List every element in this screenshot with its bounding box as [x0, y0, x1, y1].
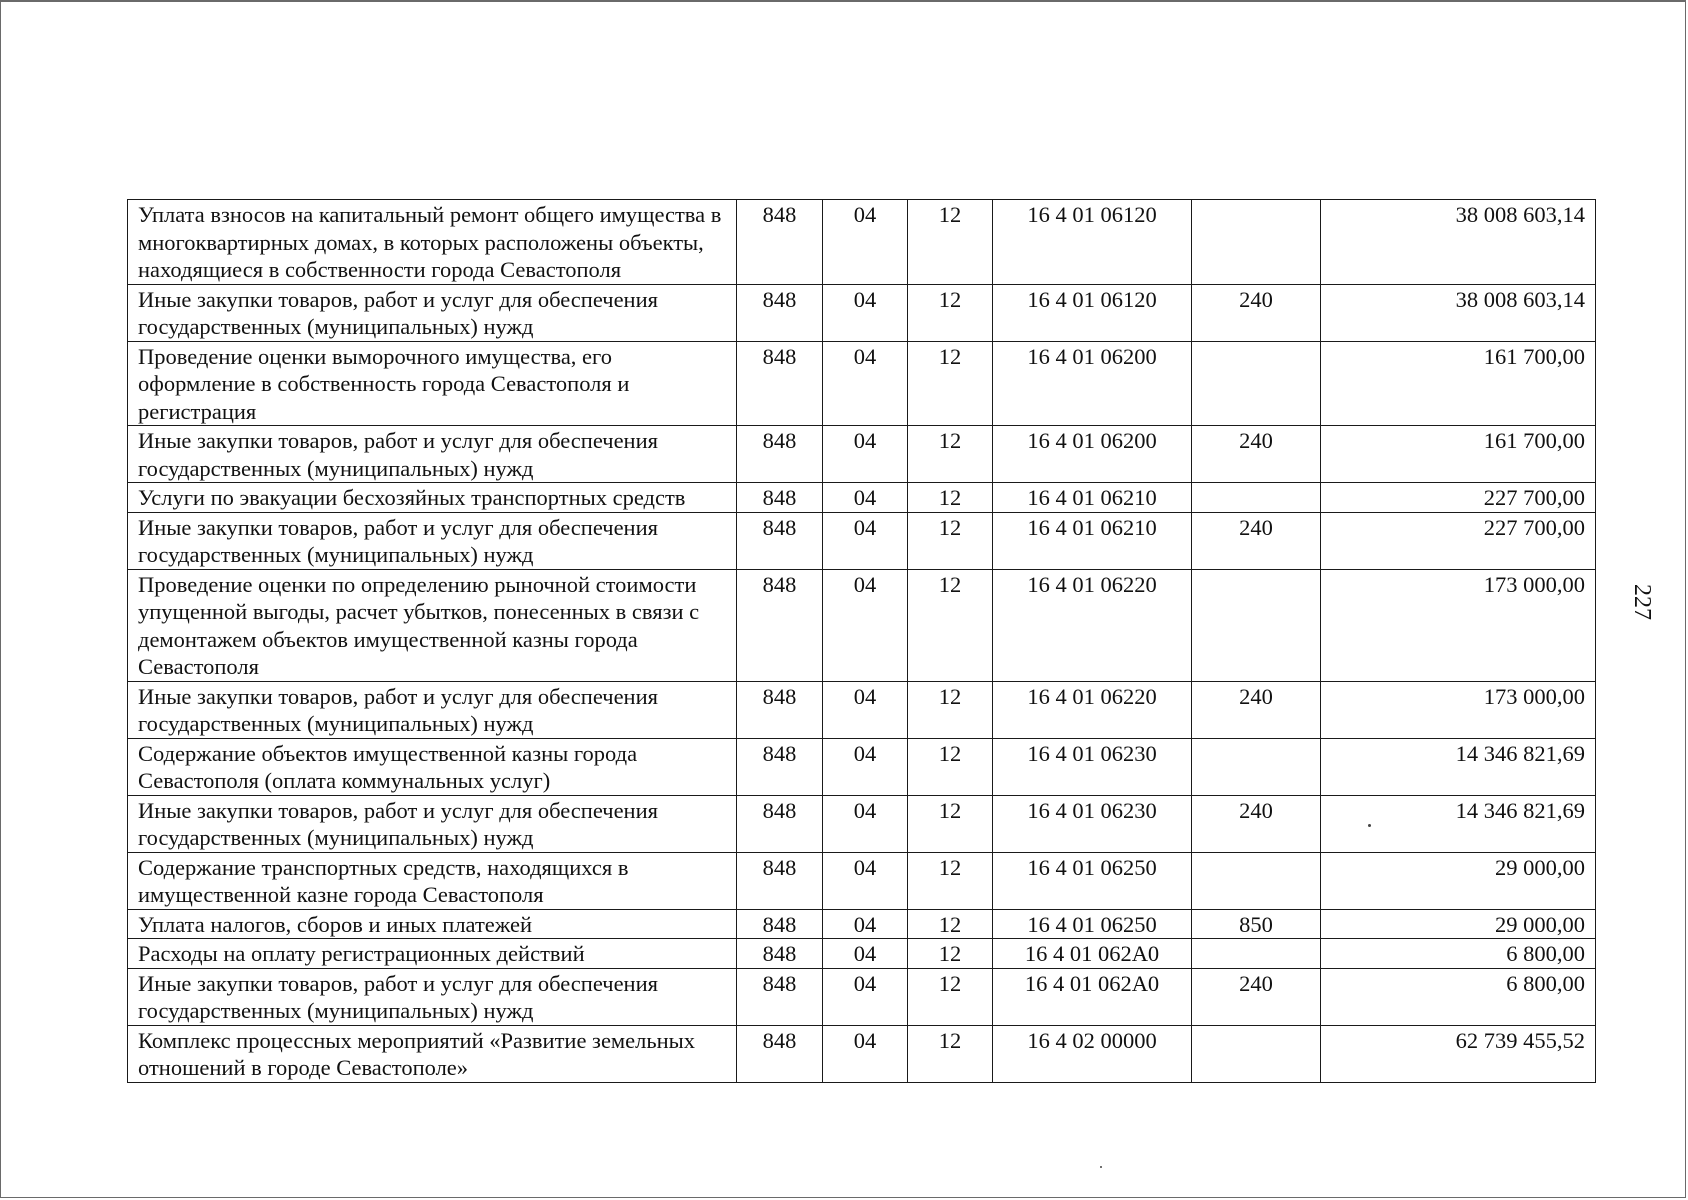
cell-csr: 16 4 01 06230	[993, 795, 1192, 852]
cell-ved: 848	[737, 284, 823, 341]
table-row	[128, 852, 1596, 909]
table-row	[128, 512, 1596, 569]
page-number: 227	[1629, 584, 1655, 620]
cell-name: Проведение оценки по определению рыночной стоимости упущенной выгоды, расчет убытков, понесенных в связи с демонтажем объектов имущественной казны города Севастополя	[128, 569, 737, 681]
cell-amount: 29 000,00	[1321, 909, 1596, 939]
cell-amount: 227 700,00	[1321, 512, 1596, 569]
cell-name: Иные закупки товаров, работ и услуг для обеспечения государственных (муниципальных) нужд	[128, 512, 737, 569]
cell-amount: 38 008 603,14	[1321, 284, 1596, 341]
cell-rz: 04	[823, 426, 908, 483]
table-row	[128, 569, 1596, 681]
cell-rz: 04	[823, 1025, 908, 1082]
cell-vr	[1192, 483, 1321, 513]
scan-speck	[1100, 1166, 1102, 1168]
table-row	[128, 483, 1596, 513]
cell-vr	[1192, 200, 1321, 285]
cell-pr: 12	[908, 569, 993, 681]
cell-csr: 16 4 01 06250	[993, 909, 1192, 939]
cell-ved: 848	[737, 909, 823, 939]
table-row	[128, 795, 1596, 852]
cell-name: Проведение оценки выморочного имущества, его оформление в собственность города Севастополя и регистрация	[128, 341, 737, 426]
cell-pr: 12	[908, 426, 993, 483]
cell-csr: 16 4 01 06120	[993, 200, 1192, 285]
cell-vr	[1192, 1025, 1321, 1082]
cell-vr	[1192, 939, 1321, 969]
cell-csr: 16 4 01 06120	[993, 284, 1192, 341]
cell-name: Иные закупки товаров, работ и услуг для обеспечения государственных (муниципальных) нужд	[128, 681, 737, 738]
cell-amount: 14 346 821,69	[1321, 795, 1596, 852]
cell-pr: 12	[908, 483, 993, 513]
cell-ved: 848	[737, 569, 823, 681]
cell-ved: 848	[737, 681, 823, 738]
cell-csr: 16 4 01 06250	[993, 852, 1192, 909]
cell-ved: 848	[737, 483, 823, 513]
table-row	[128, 426, 1596, 483]
cell-rz: 04	[823, 939, 908, 969]
cell-amount: 173 000,00	[1321, 569, 1596, 681]
cell-vr: 240	[1192, 968, 1321, 1025]
cell-amount: 14 346 821,69	[1321, 738, 1596, 795]
cell-ved: 848	[737, 1025, 823, 1082]
cell-amount: 29 000,00	[1321, 852, 1596, 909]
table-row	[128, 968, 1596, 1025]
budget-table	[127, 199, 1596, 1083]
cell-csr: 16 4 01 06200	[993, 341, 1192, 426]
cell-rz: 04	[823, 738, 908, 795]
cell-rz: 04	[823, 284, 908, 341]
cell-rz: 04	[823, 795, 908, 852]
cell-amount: 6 800,00	[1321, 939, 1596, 969]
cell-amount: 6 800,00	[1321, 968, 1596, 1025]
cell-rz: 04	[823, 852, 908, 909]
cell-name: Комплекс процессных мероприятий «Развитие земельных отношений в городе Севастополе»	[128, 1025, 737, 1082]
cell-name: Иные закупки товаров, работ и услуг для обеспечения государственных (муниципальных) нужд	[128, 426, 737, 483]
cell-csr: 16 4 02 00000	[993, 1025, 1192, 1082]
cell-ved: 848	[737, 795, 823, 852]
cell-csr: 16 4 01 06210	[993, 512, 1192, 569]
table-row	[128, 681, 1596, 738]
cell-amount: 38 008 603,14	[1321, 200, 1596, 285]
table-row	[128, 1025, 1596, 1082]
cell-pr: 12	[908, 968, 993, 1025]
cell-ved: 848	[737, 512, 823, 569]
table-row	[128, 284, 1596, 341]
cell-vr: 240	[1192, 284, 1321, 341]
cell-csr: 16 4 01 062А0	[993, 939, 1192, 969]
cell-pr: 12	[908, 512, 993, 569]
cell-amount: 161 700,00	[1321, 341, 1596, 426]
cell-name: Уплата взносов на капитальный ремонт общего имущества в многоквартирных домах, в которых расположены объекты, находящиеся в собственности города Севастополя	[128, 200, 737, 285]
cell-ved: 848	[737, 939, 823, 969]
cell-pr: 12	[908, 795, 993, 852]
cell-ved: 848	[737, 968, 823, 1025]
cell-rz: 04	[823, 200, 908, 285]
cell-vr: 850	[1192, 909, 1321, 939]
cell-vr	[1192, 852, 1321, 909]
cell-amount: 173 000,00	[1321, 681, 1596, 738]
cell-csr: 16 4 01 062А0	[993, 968, 1192, 1025]
cell-vr: 240	[1192, 426, 1321, 483]
cell-rz: 04	[823, 681, 908, 738]
cell-name: Иные закупки товаров, работ и услуг для обеспечения государственных (муниципальных) нужд	[128, 795, 737, 852]
cell-name: Содержание объектов имущественной казны города Севастополя (оплата коммунальных услуг)	[128, 738, 737, 795]
cell-name: Иные закупки товаров, работ и услуг для обеспечения государственных (муниципальных) нужд	[128, 968, 737, 1025]
cell-ved: 848	[737, 426, 823, 483]
scan-speck	[1368, 824, 1371, 827]
table-row	[128, 738, 1596, 795]
cell-vr: 240	[1192, 681, 1321, 738]
cell-name: Услуги по эвакуации бесхозяйных транспортных средств	[128, 483, 737, 513]
cell-pr: 12	[908, 284, 993, 341]
cell-csr: 16 4 01 06230	[993, 738, 1192, 795]
cell-name: Иные закупки товаров, работ и услуг для обеспечения государственных (муниципальных) нужд	[128, 284, 737, 341]
table-body	[128, 200, 1596, 1083]
cell-csr: 16 4 01 06220	[993, 681, 1192, 738]
cell-rz: 04	[823, 569, 908, 681]
cell-pr: 12	[908, 738, 993, 795]
cell-rz: 04	[823, 512, 908, 569]
cell-vr: 240	[1192, 795, 1321, 852]
cell-ved: 848	[737, 341, 823, 426]
cell-pr: 12	[908, 939, 993, 969]
cell-name: Уплата налогов, сборов и иных платежей	[128, 909, 737, 939]
cell-vr	[1192, 569, 1321, 681]
cell-csr: 16 4 01 06210	[993, 483, 1192, 513]
cell-ved: 848	[737, 852, 823, 909]
cell-pr: 12	[908, 200, 993, 285]
cell-amount: 62 739 455,52	[1321, 1025, 1596, 1082]
cell-rz: 04	[823, 483, 908, 513]
cell-ved: 848	[737, 738, 823, 795]
cell-pr: 12	[908, 909, 993, 939]
cell-csr: 16 4 01 06200	[993, 426, 1192, 483]
cell-vr: 240	[1192, 512, 1321, 569]
table-row	[128, 200, 1596, 285]
cell-pr: 12	[908, 852, 993, 909]
table-row	[128, 341, 1596, 426]
cell-rz: 04	[823, 909, 908, 939]
table-row	[128, 909, 1596, 939]
table-row	[128, 939, 1596, 969]
cell-pr: 12	[908, 1025, 993, 1082]
cell-rz: 04	[823, 341, 908, 426]
cell-name: Расходы на оплату регистрационных действий	[128, 939, 737, 969]
cell-name: Содержание транспортных средств, находящихся в имущественной казне города Севастополя	[128, 852, 737, 909]
cell-amount: 227 700,00	[1321, 483, 1596, 513]
cell-pr: 12	[908, 681, 993, 738]
cell-vr	[1192, 738, 1321, 795]
cell-ved: 848	[737, 200, 823, 285]
cell-rz: 04	[823, 968, 908, 1025]
cell-pr: 12	[908, 341, 993, 426]
cell-vr	[1192, 341, 1321, 426]
cell-csr: 16 4 01 06220	[993, 569, 1192, 681]
cell-amount: 161 700,00	[1321, 426, 1596, 483]
